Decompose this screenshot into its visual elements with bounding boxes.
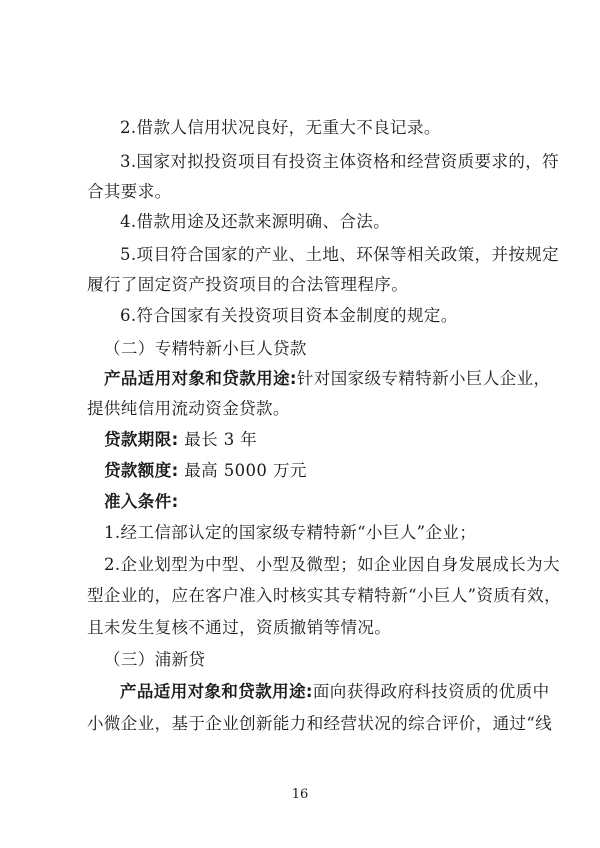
section-2-target-text: 针对国家级专精特新小巨人企业， <box>296 369 551 388</box>
section-2-access-item-1: 1.经工信部认定的国家级专精特新“小巨人”企业； <box>104 523 477 542</box>
section-2-access-item-2-line-3: 且未发生复核不通过，资质撤销等情况。 <box>87 618 392 637</box>
criteria-item-3-line-2: 合其要求。 <box>87 182 172 201</box>
section-2-target-line-1 <box>104 369 550 389</box>
criteria-item-5-line-2: 履行了固定资产投资项目的合法管理程序。 <box>87 275 409 294</box>
page-number: 16 <box>291 787 309 802</box>
criteria-item-4: 4.借款用途及还款来源明确、合法。 <box>120 212 391 231</box>
criteria-item-5-line-1: 5.项目符合国家的产业、土地、环保等相关政策，并按规定 <box>120 245 560 264</box>
section-3-heading: （三）浦新贷 <box>104 650 206 669</box>
section-2-amount-line <box>104 461 307 481</box>
section-3-target-text: 面向获得政府科技资质的优质中 <box>312 682 550 701</box>
section-2-access-item-2-line-1: 2.企业划型为中型、小型及微型；如企业因自身发展成长为大 <box>104 555 560 574</box>
section-2-access-label: 准入条件: <box>104 492 179 511</box>
section-2-target-line-2: 提供纯信用流动资金贷款。 <box>87 399 290 418</box>
section-2-target-label: 产品适用对象和贷款用途: <box>104 369 297 388</box>
section-3-target-label: 产品适用对象和贷款用途: <box>120 682 313 701</box>
section-2-amount-value: 最高 5000 万元 <box>184 461 307 480</box>
section-2-term-value: 最长 3 年 <box>184 430 258 449</box>
section-2-term-label: 贷款期限: <box>104 430 179 449</box>
section-2-term-line <box>104 430 257 450</box>
section-2-heading: （二）专精特新小巨人贷款 <box>104 339 307 358</box>
section-2-access-item-2-line-2: 型企业的，应在客户准入时核实其专精特新“小巨人”资质有效， <box>87 586 561 605</box>
criteria-item-2: 2.借款人信用状况良好，无重大不良记录。 <box>120 118 441 137</box>
section-3-target-line-2: 小微企业，基于企业创新能力和经营状况的综合评价，通过“线 <box>87 714 553 733</box>
section-3-target-line-1 <box>120 682 550 702</box>
criteria-item-6: 6.符合国家有关投资项目资本金制度的规定。 <box>120 306 458 325</box>
criteria-item-3-line-1: 3.国家对拟投资项目有投资主体资格和经营资质要求的，符 <box>120 152 560 171</box>
section-2-amount-label: 贷款额度: <box>104 461 179 480</box>
